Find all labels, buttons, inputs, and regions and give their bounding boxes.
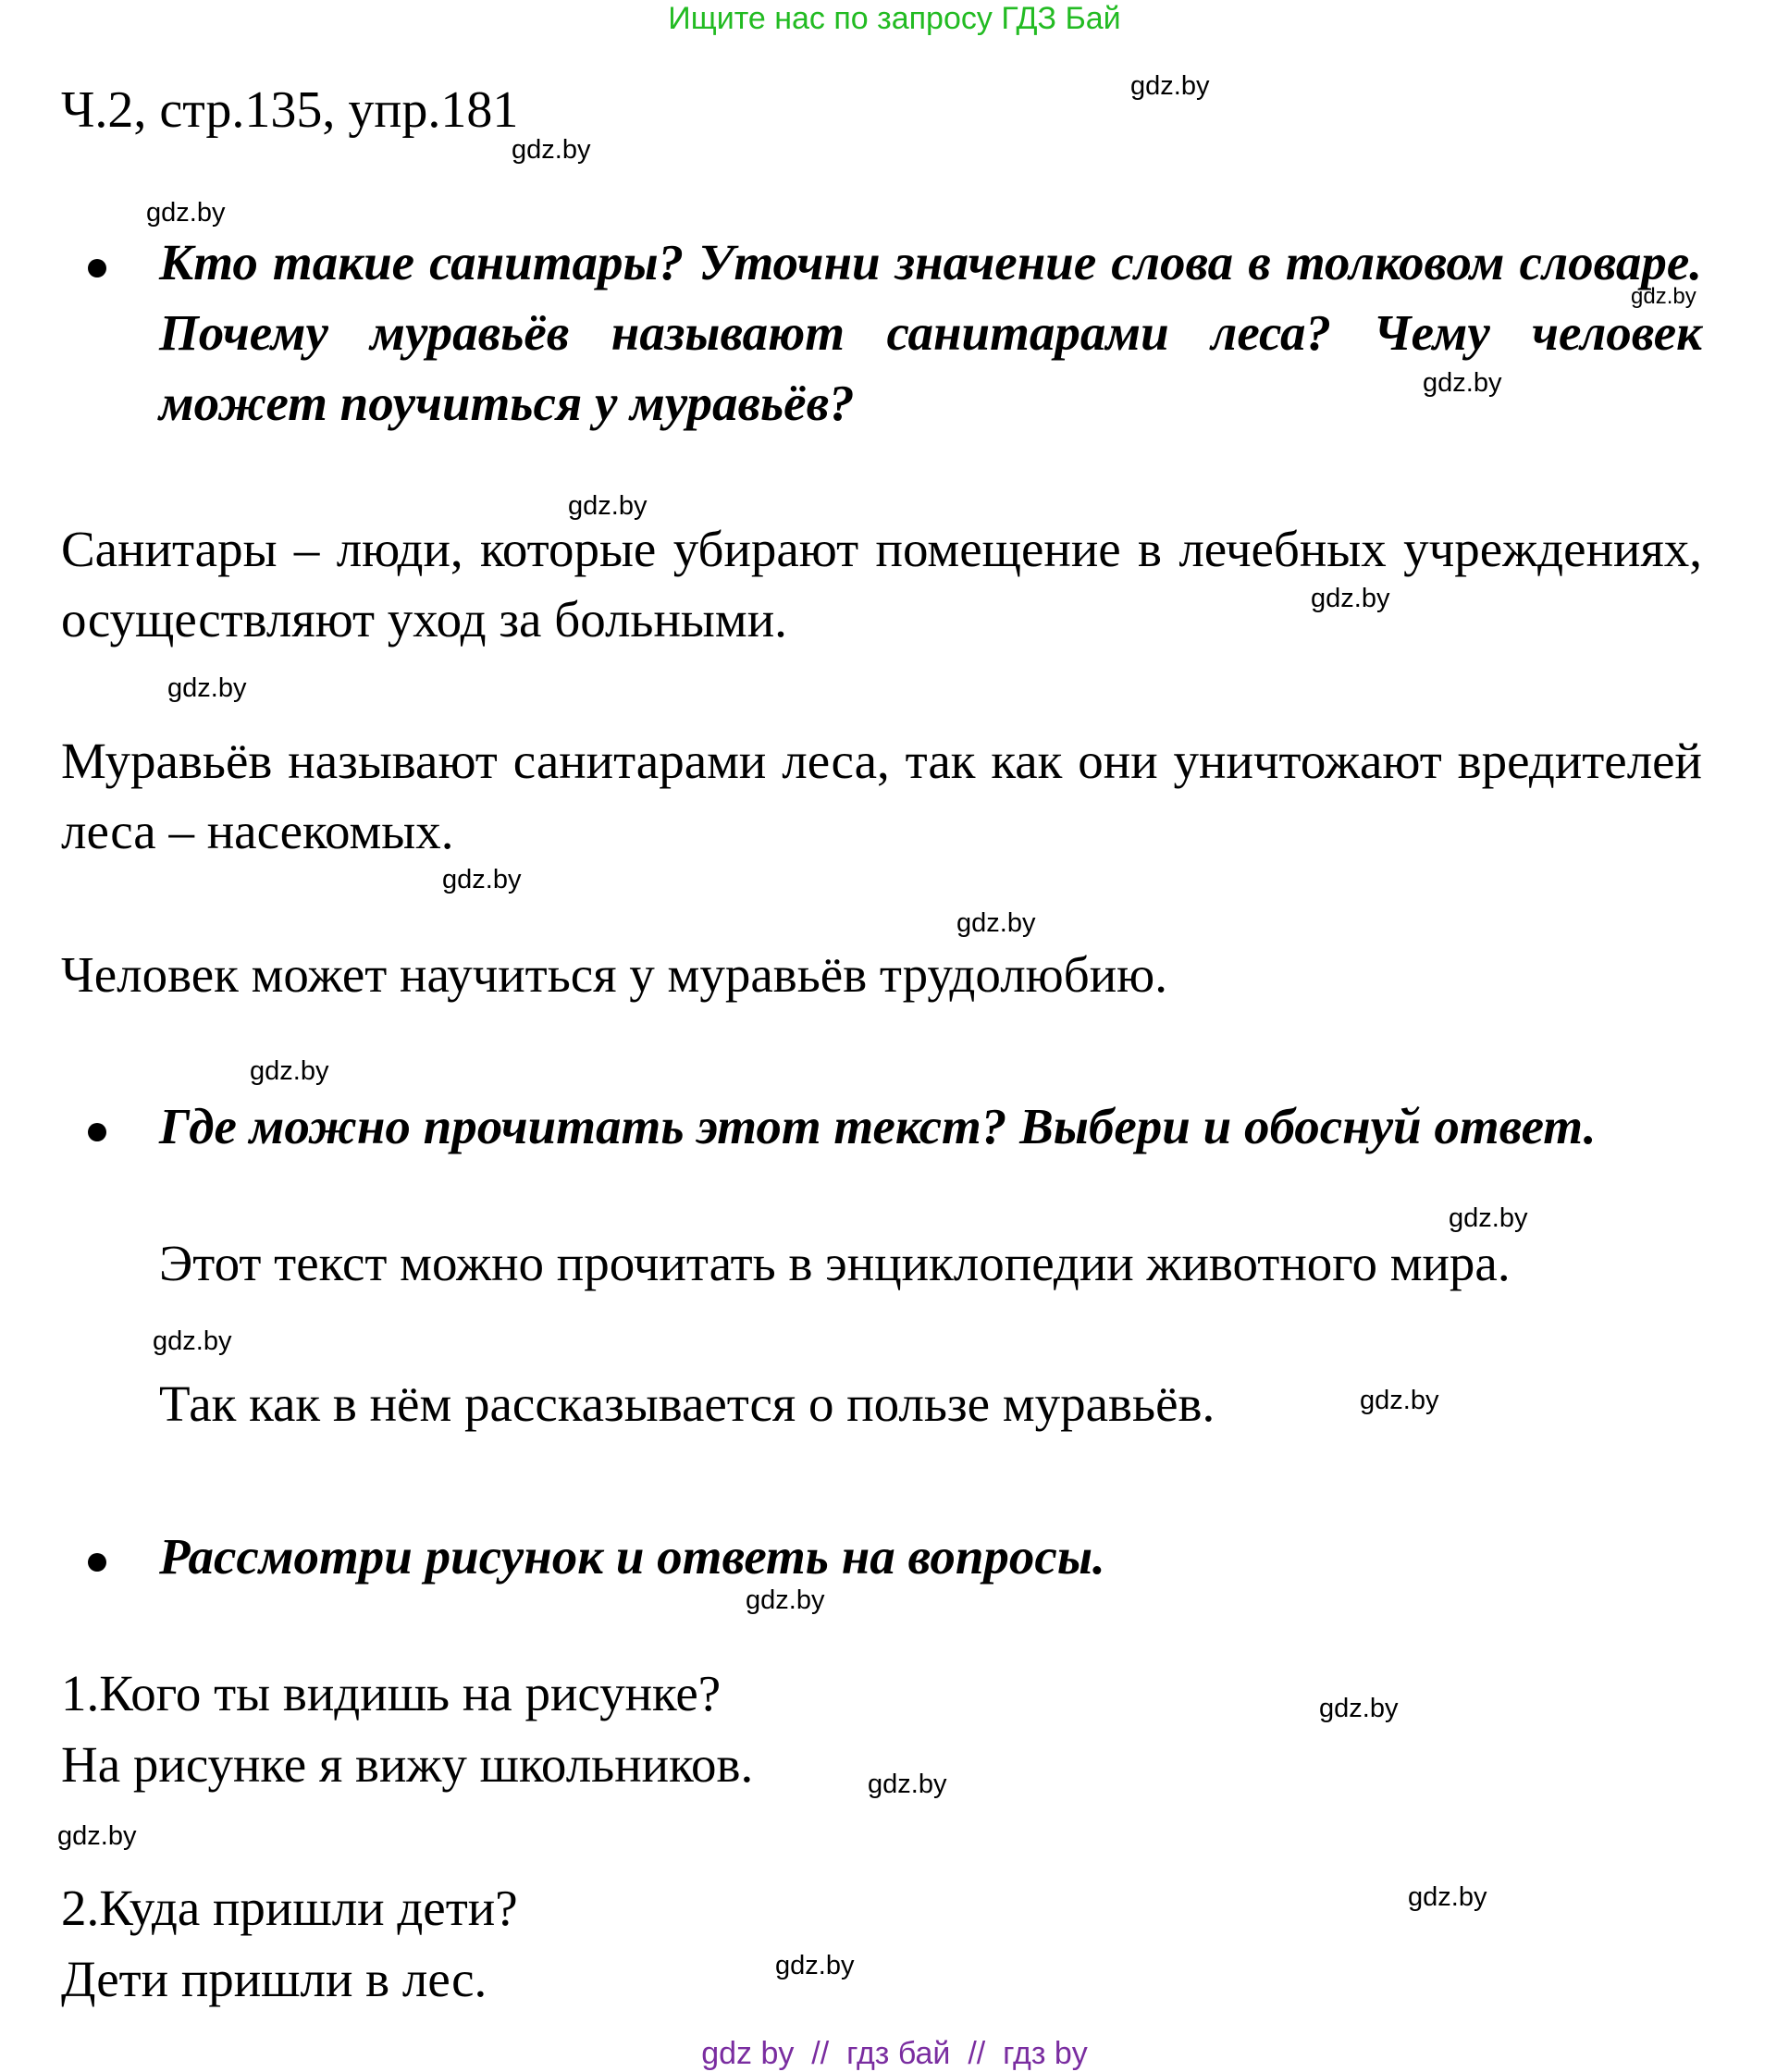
watermark: gdz.by	[1311, 584, 1390, 613]
answer-learn-from-ants: Человек может научиться у муравьёв трудолюбию.	[61, 946, 1167, 1003]
answer-where-to-read: Этот текст можно прочитать в энциклопедии животного мира.	[159, 1235, 1511, 1291]
watermark: gdz.by	[1319, 1694, 1399, 1723]
watermark: gdz.by	[167, 673, 247, 703]
sub-question-2: 2.Куда пришли дети?	[61, 1880, 518, 1936]
footer-links[interactable]: gdz by // гдз бай // гдз by	[701, 2036, 1088, 2071]
bullet-icon	[88, 1123, 106, 1141]
watermark: gdz.by	[1130, 71, 1210, 101]
watermark: gdz.by	[57, 1821, 137, 1851]
watermark: gdz.by	[1631, 284, 1696, 309]
sub-answer-2: Дети пришли в лес.	[61, 1951, 487, 2007]
question-1-text: Кто такие санитары? Уточни значение слова в толковом словаре. Почему муравьёв называют санитарами леса? Чему человек может поучиться у муравьёв?	[159, 234, 1702, 431]
bullet-icon	[88, 259, 106, 278]
watermark: gdz.by	[1449, 1203, 1528, 1233]
watermark: gdz.by	[250, 1056, 329, 1086]
question-3	[88, 1522, 1702, 1592]
watermark: gdz.by	[1423, 368, 1502, 398]
question-2	[88, 1092, 1702, 1162]
watermark: gdz.by	[1408, 1882, 1487, 1912]
watermark: gdz.by	[153, 1326, 232, 1356]
watermark: gdz.by	[442, 865, 522, 894]
sub-answer-1: На рисунке я вижу школьников.	[61, 1736, 754, 1793]
watermark: gdz.by	[868, 1770, 947, 1799]
answer-why: Так как в нём рассказывается о пользе муравьёв.	[159, 1375, 1215, 1432]
sub-question-1: 1.Кого ты видишь на рисунке?	[61, 1665, 722, 1721]
bullet-icon	[88, 1553, 106, 1572]
question-2-text: Где можно прочитать этот текст? Выбери и обоснуй ответ.	[159, 1098, 1597, 1154]
page-title: Ч.2, стр.135, упр.181	[61, 81, 519, 139]
watermark: gdz.by	[568, 491, 648, 521]
question-1	[88, 228, 1702, 440]
search-hint-link[interactable]: Ищите нас по запросу ГДЗ Бай	[668, 1, 1121, 36]
watermark: gdz.by	[146, 198, 226, 228]
question-3-text: Рассмотри рисунок и ответь на вопросы.	[159, 1528, 1105, 1585]
watermark: gdz.by	[1360, 1386, 1439, 1415]
answer-ants-forest-sanitary: Муравьёв называют санитарами леса, так как они уничтожают вредителей леса – насекомых.	[61, 733, 1702, 859]
watermark: gdz.by	[512, 135, 591, 165]
answer-sanitary-definition: Санитары – люди, которые убирают помещение в лечебных учреждениях, осуществляют уход за больными.	[61, 521, 1702, 648]
watermark: gdz.by	[746, 1585, 825, 1615]
watermark: gdz.by	[956, 908, 1036, 938]
watermark: gdz.by	[775, 1951, 855, 1980]
